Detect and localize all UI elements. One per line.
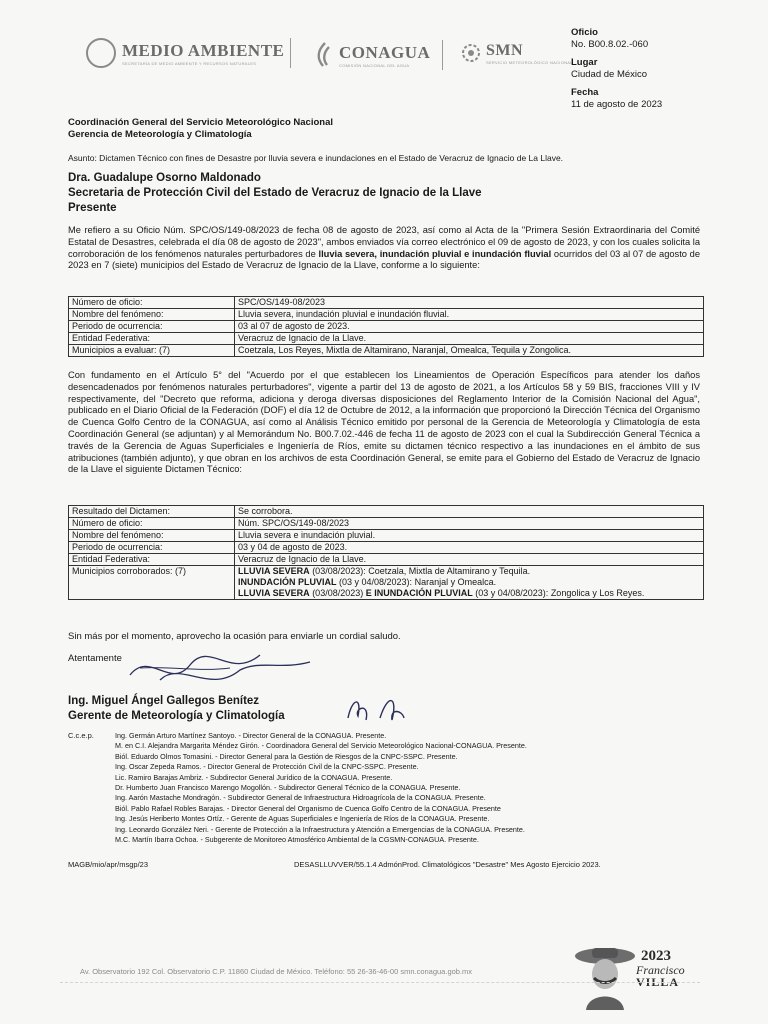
ccep-item: Ing. Leonardo González Neri. - Gerente de Protección a la Infraestructura y Atención a Emergencias de la CONAGUA. Presente. [115, 824, 525, 834]
ccep-item: Ing. Aarón Mastache Mondragón. - Subdirector General de Infraestructura Hidroagrícola de la CONAGUA. Presente. [115, 793, 486, 803]
fecha-label: Fecha [571, 87, 599, 98]
phenomenon-date: (03 y 04/08/2023): [472, 588, 549, 598]
phenomenon-municipios: Coetzala, Mixtla de Altamirano y Tequila. [365, 566, 531, 576]
signer-name: Ing. Miguel Ángel Gallegos Benítez [68, 695, 260, 707]
paragraph-fundamento: Con fundamento en el Artículo 5° del "Acuerdo por el que establecen los Lineamientos de Operación Específicos para atender los daños desencadenados por fenómenos naturales perturbadores", vigente a partir del 13 de agosto de 2021, a los Artículos 58 y 59 BIS, fracciones VIII y IV respectivamente, del "Decreto que reforma, adiciona y deroga diversas disposiciones del Reglamento Interior de la Comisión Nacional del Agua", publicado en el Diario Oficial de la Federación (DOF) el día 12 de Octubre de 2012, a la información que proporcionó la Dirección Técnica del Organismo de Cuenca Golfo Centro de la CONAGUA, así como al Análisis Técnico emitido por personal de la Gerencia de Meteorología y Climatología de esta Coordinación General (se adjuntan) y al Memorándum No. B00.7.02.-446 de fecha 11 de agosto de 2023 con el cual la Subdirección General Técnica a través de la Gerencia de Aguas Superficiales e Ingeniería de Ríos, emite su dictamen técnico respectivo a las inundaciones en el ámbito de sus atribuciones (también adjunto), y que obran en los archivos de esta Coordinación General, se emite para el Gobierno del Estado de Veracruz de Ignacio de la Llave el siguiente Dictamen Técnico: [68, 370, 700, 475]
table-row [69, 345, 704, 357]
table-cell-value: Lluvia severa e inundación pluvial. [235, 530, 704, 542]
table-row [69, 333, 704, 345]
table-row [69, 566, 704, 600]
badge-line2: VILLA [636, 975, 680, 989]
intro-text-end: ocurridos del 03 al 07 de agosto de 2023 en 7 (siete) municipios del Estado de Veracruz de Ignacio de la Llave, conforme a lo siguiente: [68, 248, 700, 271]
table-row [69, 321, 704, 333]
atentamente: Atentamente [68, 653, 122, 664]
ccep-item: M.C. Martín Ibarra Ochoa. - Subgerente de Monitoreo Atmosférico Ambiental de la CGSMN-CONAGUA. Presente. [115, 835, 479, 845]
ccep-item: Ing. Jesús Heriberto Montes Ortíz. - Gerente de Aguas Superficiales e Ingeniería de Ríos de la CONAGUA. Presente. [115, 814, 490, 824]
logo-medio-ambiente: MEDIO AMBIENTE [122, 40, 285, 60]
fecha-value: 11 de agosto de 2023 [571, 99, 663, 110]
intro-bold: lluvia severa, inundación pluvial e inundación fluvial [318, 248, 552, 259]
ccep-item: Lic. Ramiro Barajas Ambriz. - Subdirector General Jurídico de la CONAGUA. Presente. [115, 772, 393, 782]
dependencia [68, 117, 333, 141]
logo-conagua-sub: COMISIÓN NACIONAL DEL AGUA [339, 62, 410, 68]
table-cell-value: Veracruz de Ignacio de la Llave. [235, 333, 704, 345]
logo-medio-ambiente-sub: SECRETARÍA DE MEDIO AMBIENTE Y RECURSOS NATURALES [122, 60, 257, 66]
lugar-label: Lugar [571, 57, 598, 68]
oficio-number: No. B00.8.02.-060 [571, 39, 649, 50]
ccep-item: Biól. Pablo Rafael Robles Barajas. - Director General del Organismo de Cuenca Golfo Centro de la CONAGUA. Presente [115, 803, 501, 813]
conagua-drop-icon [313, 41, 335, 69]
logo-conagua: CONAGUA [339, 42, 431, 62]
dependencia-line1: Coordinación General del Servicio Meteorológico Nacional [68, 117, 334, 128]
table-cell-label: Número de oficio: [69, 297, 235, 309]
destinatario [68, 171, 482, 216]
footer-address: Av. Observatorio 192 Col. Observatorio C.P. 11860 Ciudad de México. Teléfono: 55 26-36-46-00 smn.conagua.gob.mx [80, 967, 473, 976]
table-row [69, 297, 704, 309]
mexico-seal-icon [86, 38, 116, 68]
table-cell-value: Veracruz de Ignacio de la Llave. [235, 554, 704, 566]
reference-file: DESASLLUVVER/55.1.4 AdmónProd. Climatológicos "Desastre" Mes Agosto Ejercicio 2023. [294, 860, 601, 869]
table-row [69, 518, 704, 530]
phenomenon-label: E INUNDACIÓN PLUVIAL [365, 588, 473, 598]
table-cell-label: Municipios a evaluar: (7) [69, 345, 235, 357]
paragraph-intro [68, 225, 700, 272]
phenomenon-municipios: Zongolica y Los Reyes. [548, 588, 645, 598]
ccep-item: Dr. Humberto Juan Francisco Marengo Mogollón. - Subdirector General Técnico de la CONAGUA. Presente. [115, 783, 461, 793]
table-row [69, 530, 704, 542]
signer [68, 694, 285, 724]
table-cell-label: Número de oficio: [69, 518, 235, 530]
table-cell-value: Núm. SPC/OS/149-08/2023 [235, 518, 704, 530]
logo-smn: SMN [486, 41, 524, 59]
handwritten-signature [120, 640, 320, 700]
municipios-corroborados [235, 566, 704, 600]
table-cell-label: Entidad Federativa: [69, 554, 235, 566]
oficio-label: Oficio [571, 27, 598, 38]
phenomenon-date: (03/08/2023) [309, 588, 366, 598]
dependencia-line2: Gerencia de Meteorología y Climatología [68, 129, 252, 140]
ccep-list [115, 731, 527, 845]
badge-line1: Francisco [636, 963, 685, 977]
smn-logo [460, 40, 573, 66]
ccep-item: Biól. Eduardo Olmos Tomasini. - Director General para la Gestión de Riesgos de la CNPC-SSPC. Presente. [115, 751, 458, 761]
destinatario-presente: Presente [68, 202, 117, 214]
table-row [69, 554, 704, 566]
ccep-item: Ing. Oscar Zepeda Ramos. - Director General de Protección Civil de la CNPC-SSPC. Presente. [115, 762, 419, 772]
conagua-logo [313, 40, 443, 70]
intro-text: Me refiero a su Oficio Núm. SPC/OS/149-08/2023 de fecha 08 de agosto de 2023, así como al Acta de la "Primera Sesión Extraordinaria del Comité Estatal de Desastres, celebrada el día 08 de agosto de 2023", ambos enviados vía correo electrónico el 09 de agosto de 2023, y con los cuales solicita la corroboración de los fenómenos naturales perturbadores de [68, 225, 700, 259]
table-cell-value: 03 y 04 de agosto de 2023. [235, 542, 704, 554]
table-cell-label: Periodo de ocurrencia: [69, 321, 235, 333]
asunto: Asunto: Dictamen Técnico con fines de Desastre por lluvia severa e inundaciones en el Estado de Veracruz de Ignacio de La Llave. [68, 153, 564, 163]
destinatario-name: Dra. Guadalupe Osorno Maldonado [68, 172, 261, 184]
lugar-value: Ciudad de México [571, 69, 648, 80]
table-row [69, 506, 704, 518]
phenomenon-label: INUNDACIÓN PLUVIAL [238, 577, 337, 587]
logo-divider [290, 38, 291, 68]
table-cell-value: Lluvia severa, inundación pluvial e inundación fluvial. [235, 309, 704, 321]
ccep-item: M. en C.I. Alejandra Margarita Méndez Girón. - Coordinadora General del Servicio Meteorológico Nacional-CONAGUA. Presente. [115, 741, 527, 751]
table-cell-value: SPC/OS/149-08/2023 [235, 297, 704, 309]
closing-text: Sin más por el momento, aprovecho la ocasión para enviarle un cordial saludo. [68, 631, 401, 642]
table-cell-label: Municipios corroborados: (7) [69, 566, 235, 600]
table-cell-label: Periodo de ocurrencia: [69, 542, 235, 554]
table-row [69, 542, 704, 554]
medio-ambiente-logo [86, 38, 291, 68]
table-cell-label: Resultado del Dictamen: [69, 506, 235, 518]
ccep-item: Ing. Germán Arturo Martínez Santoyo. - Director General de la CONAGUA. Presente. [115, 731, 387, 740]
phenomenon-municipios: Naranjal y Omealca. [412, 577, 497, 587]
document-meta [571, 27, 662, 117]
table-cell-label: Nombre del fenómeno: [69, 309, 235, 321]
badge-year: 2023 [641, 948, 671, 964]
phenomenon-date: (03/08/2023): [309, 566, 366, 576]
table-cell-label: Nombre del fenómeno: [69, 530, 235, 542]
table-cell-value: Se corrobora. [235, 506, 704, 518]
ccep-label: C.c.e.p. [68, 731, 94, 740]
reference-initials: MAGB/mio/apr/msgp/23 [68, 860, 149, 869]
table-cell-label: Entidad Federativa: [69, 333, 235, 345]
initials-signature [340, 688, 410, 728]
smn-gear-icon [460, 40, 482, 66]
destinatario-title: Secretaria de Protección Civil del Estado de Veracruz de Ignacio de la Llave [68, 187, 482, 199]
logo-divider [442, 40, 443, 70]
request-table [68, 296, 704, 357]
phenomenon-label: LLUVIA SEVERA [238, 566, 310, 576]
table-cell-value: 03 al 07 de agosto de 2023. [235, 321, 704, 333]
signer-title: Gerente de Meteorología y Climatología [68, 710, 285, 722]
footer-watermark-band [60, 982, 700, 1017]
dictamen-table [68, 505, 704, 600]
table-row [69, 309, 704, 321]
phenomenon-label: LLUVIA SEVERA [238, 588, 310, 598]
logo-smn-sub: SERVICIO METEOROLÓGICO NACIONAL [486, 59, 573, 65]
table-cell-value: Coetzala, Los Reyes, Mixtla de Altamirano, Naranjal, Omealca, Tequila y Zongolica. [235, 345, 704, 357]
phenomenon-date: (03 y 04/08/2023): [336, 577, 413, 587]
